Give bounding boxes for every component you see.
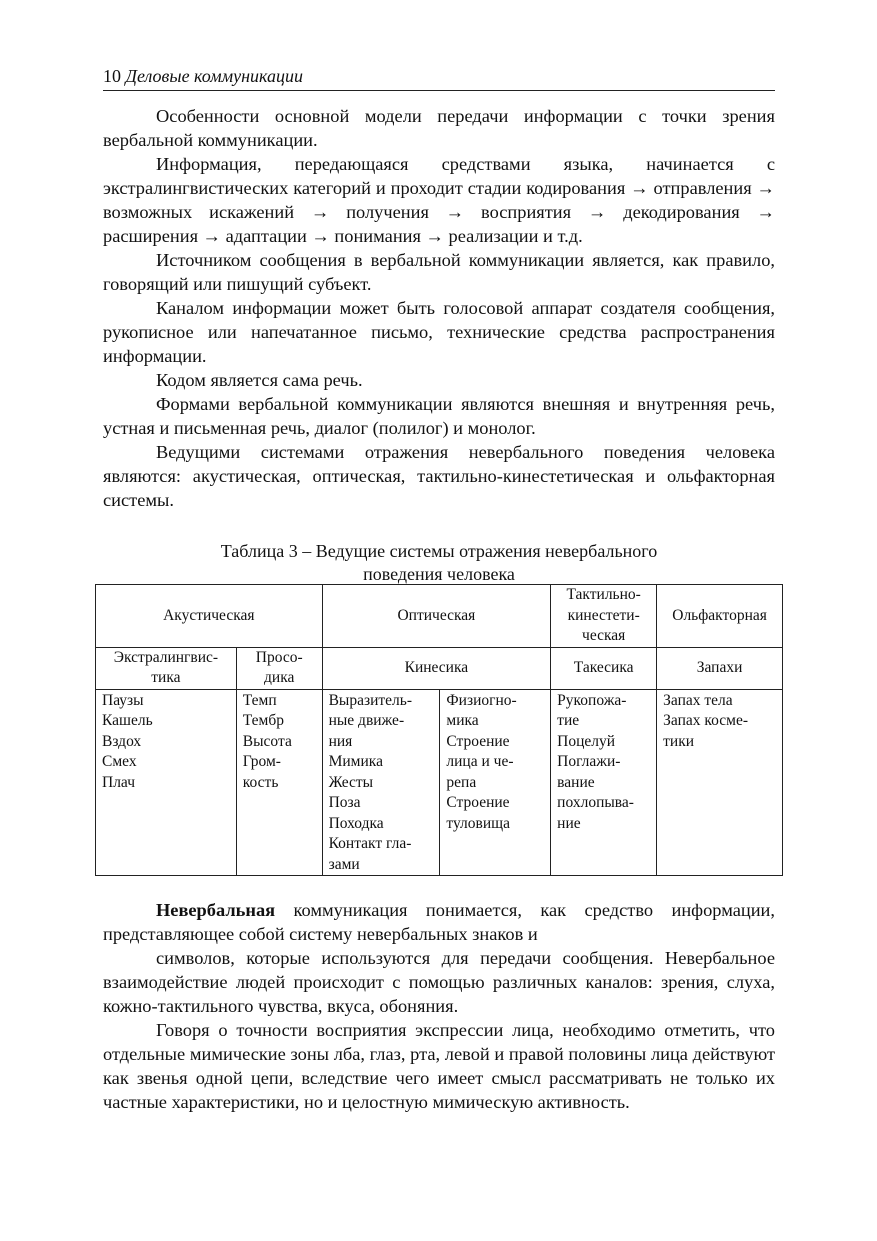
cell-line: Запах косме-: [663, 712, 748, 729]
table-caption: [95, 540, 783, 586]
cell-line: Рукопожа-: [557, 691, 627, 709]
caption-line: поведения человека: [363, 564, 515, 584]
cell-line: Строение: [446, 732, 510, 750]
cell-kinesics-b: [440, 689, 551, 876]
header-acoustic: Акустическая: [96, 585, 323, 648]
page-number: 10: [103, 66, 121, 86]
cell-line: Поцелуй: [557, 732, 616, 750]
paragraph: Информация, передающаяся средствами языка, начинается с экстралингвистических категорий и проходит стадии кодирования → отправления → возможных искажений → получения → восприятия → декодирования → расширения → адаптации → понимания → реализации и т.д.: [103, 154, 775, 246]
cell-line: Выразитель-: [328, 691, 413, 709]
cell-line: кость: [242, 773, 279, 791]
table-header-row: [96, 585, 783, 648]
paragraph: Формами вербальной коммуникации являются внешняя и внутренняя речь, устная и письменная речь, диалог (полилог) и монолог.: [103, 394, 775, 438]
paragraph: Кодом является сама речь.: [156, 370, 363, 390]
cell-line: Жесты: [328, 773, 374, 791]
cell-line: Мимика: [328, 753, 383, 770]
paragraph-rest: коммуникация понимается, как средство информации, представляющее собой систему невербальных знаков и: [103, 900, 775, 944]
cell-takesics: [551, 689, 657, 876]
cell-prosody: [236, 689, 322, 876]
cell-line: тики: [663, 732, 695, 750]
cell-line: Тембр: [242, 712, 284, 729]
cell-kinesics-a: [322, 689, 440, 876]
systems-table: [95, 584, 783, 876]
cell-line: вание: [557, 773, 595, 791]
sub-takesics: Такесика: [551, 647, 657, 689]
cell-line: Темп: [242, 691, 277, 709]
cell-line: тие: [557, 712, 580, 729]
cell-line: Контакт гла-: [328, 835, 412, 852]
cell-line: Вздох: [102, 732, 142, 750]
cell-line: репа: [446, 773, 477, 791]
top-text: [103, 104, 775, 512]
cell-line: ние: [557, 814, 581, 832]
header-olfactory: Ольфакторная: [657, 585, 783, 648]
cell-line: Паузы: [102, 691, 144, 709]
sub-extralinguistics: Экстралингвис-тика: [96, 647, 237, 689]
cell-line: похлопыва-: [557, 794, 634, 811]
header-title: Деловые коммуникации: [125, 66, 303, 86]
cell-line: Плач: [102, 773, 135, 791]
paragraph: Источником сообщения в вербальной коммуникации является, как правило, говорящий или пишущий субъект.: [103, 250, 775, 294]
paragraph: [103, 898, 775, 946]
sub-prosody: Просо-дика: [236, 647, 322, 689]
cell-line: Высота: [242, 732, 292, 750]
header-optical: Оптическая: [322, 585, 551, 648]
bottom-text: [103, 898, 775, 1114]
cell-line: Гром-: [242, 753, 281, 770]
caption-line: Таблица 3 – Ведущие системы отражения невербального: [220, 541, 658, 561]
cell-line: туловища: [446, 814, 510, 832]
sub-kinesics: Кинесика: [322, 647, 551, 689]
cell-line: Поглажи-: [557, 753, 621, 770]
cell-line: Физиогно-: [446, 691, 517, 709]
sub-smells: Запахи: [657, 647, 783, 689]
paragraph: Говоря о точности восприятия экспрессии лица, необходимо отметить, что отдельные мимические зоны лба, глаз, рта, левой и правой половины лица действуют как звенья одной цепи, вследствие чего имеет смысл рассматривать не только их частные характеристики, но и целостную мимическую активность.: [103, 1020, 775, 1112]
running-header: [103, 64, 775, 91]
paragraph: Каналом информации может быть голосовой аппарат создателя сообщения, рукописное или напечатанное письмо, технические средства распространения информации.: [103, 298, 775, 366]
paragraph: символов, которые используются для передачи сообщения. Невербальное взаимодействие людей происходит с помощью различных каналов: зрения, слуха, кожно-тактильного чувства, вкуса, обоняния.: [103, 948, 775, 1016]
table-body-row: [96, 689, 783, 876]
cell-extralinguistics: [96, 689, 237, 876]
cell-line: Запах тела: [663, 691, 733, 709]
cell-line: Смех: [102, 753, 137, 770]
bold-term: Невербальная: [156, 900, 276, 920]
cell-line: лица и че-: [446, 753, 514, 770]
cell-line: Поза: [328, 794, 361, 811]
cell-line: ния: [328, 732, 353, 750]
cell-line: зами: [328, 855, 360, 873]
cell-line: Походка: [328, 814, 384, 832]
cell-line: ные движе-: [328, 712, 405, 729]
cell-smells: [657, 689, 783, 876]
cell-line: Кашель: [102, 712, 153, 729]
table-sub-row: [96, 647, 783, 689]
cell-line: Строение: [446, 794, 510, 811]
header-tactile: [551, 585, 657, 648]
cell-line: мика: [446, 712, 479, 729]
header-tactile-text: Тактильно-кинестети-ческая: [566, 586, 641, 644]
paragraph: Ведущими системами отражения невербального поведения человека являются: акустическая, оптическая, тактильно-кинестетическая и ольфакторная системы.: [103, 442, 775, 510]
paragraph: Особенности основной модели передачи информации с точки зрения вербальной коммуникации.: [103, 106, 775, 150]
